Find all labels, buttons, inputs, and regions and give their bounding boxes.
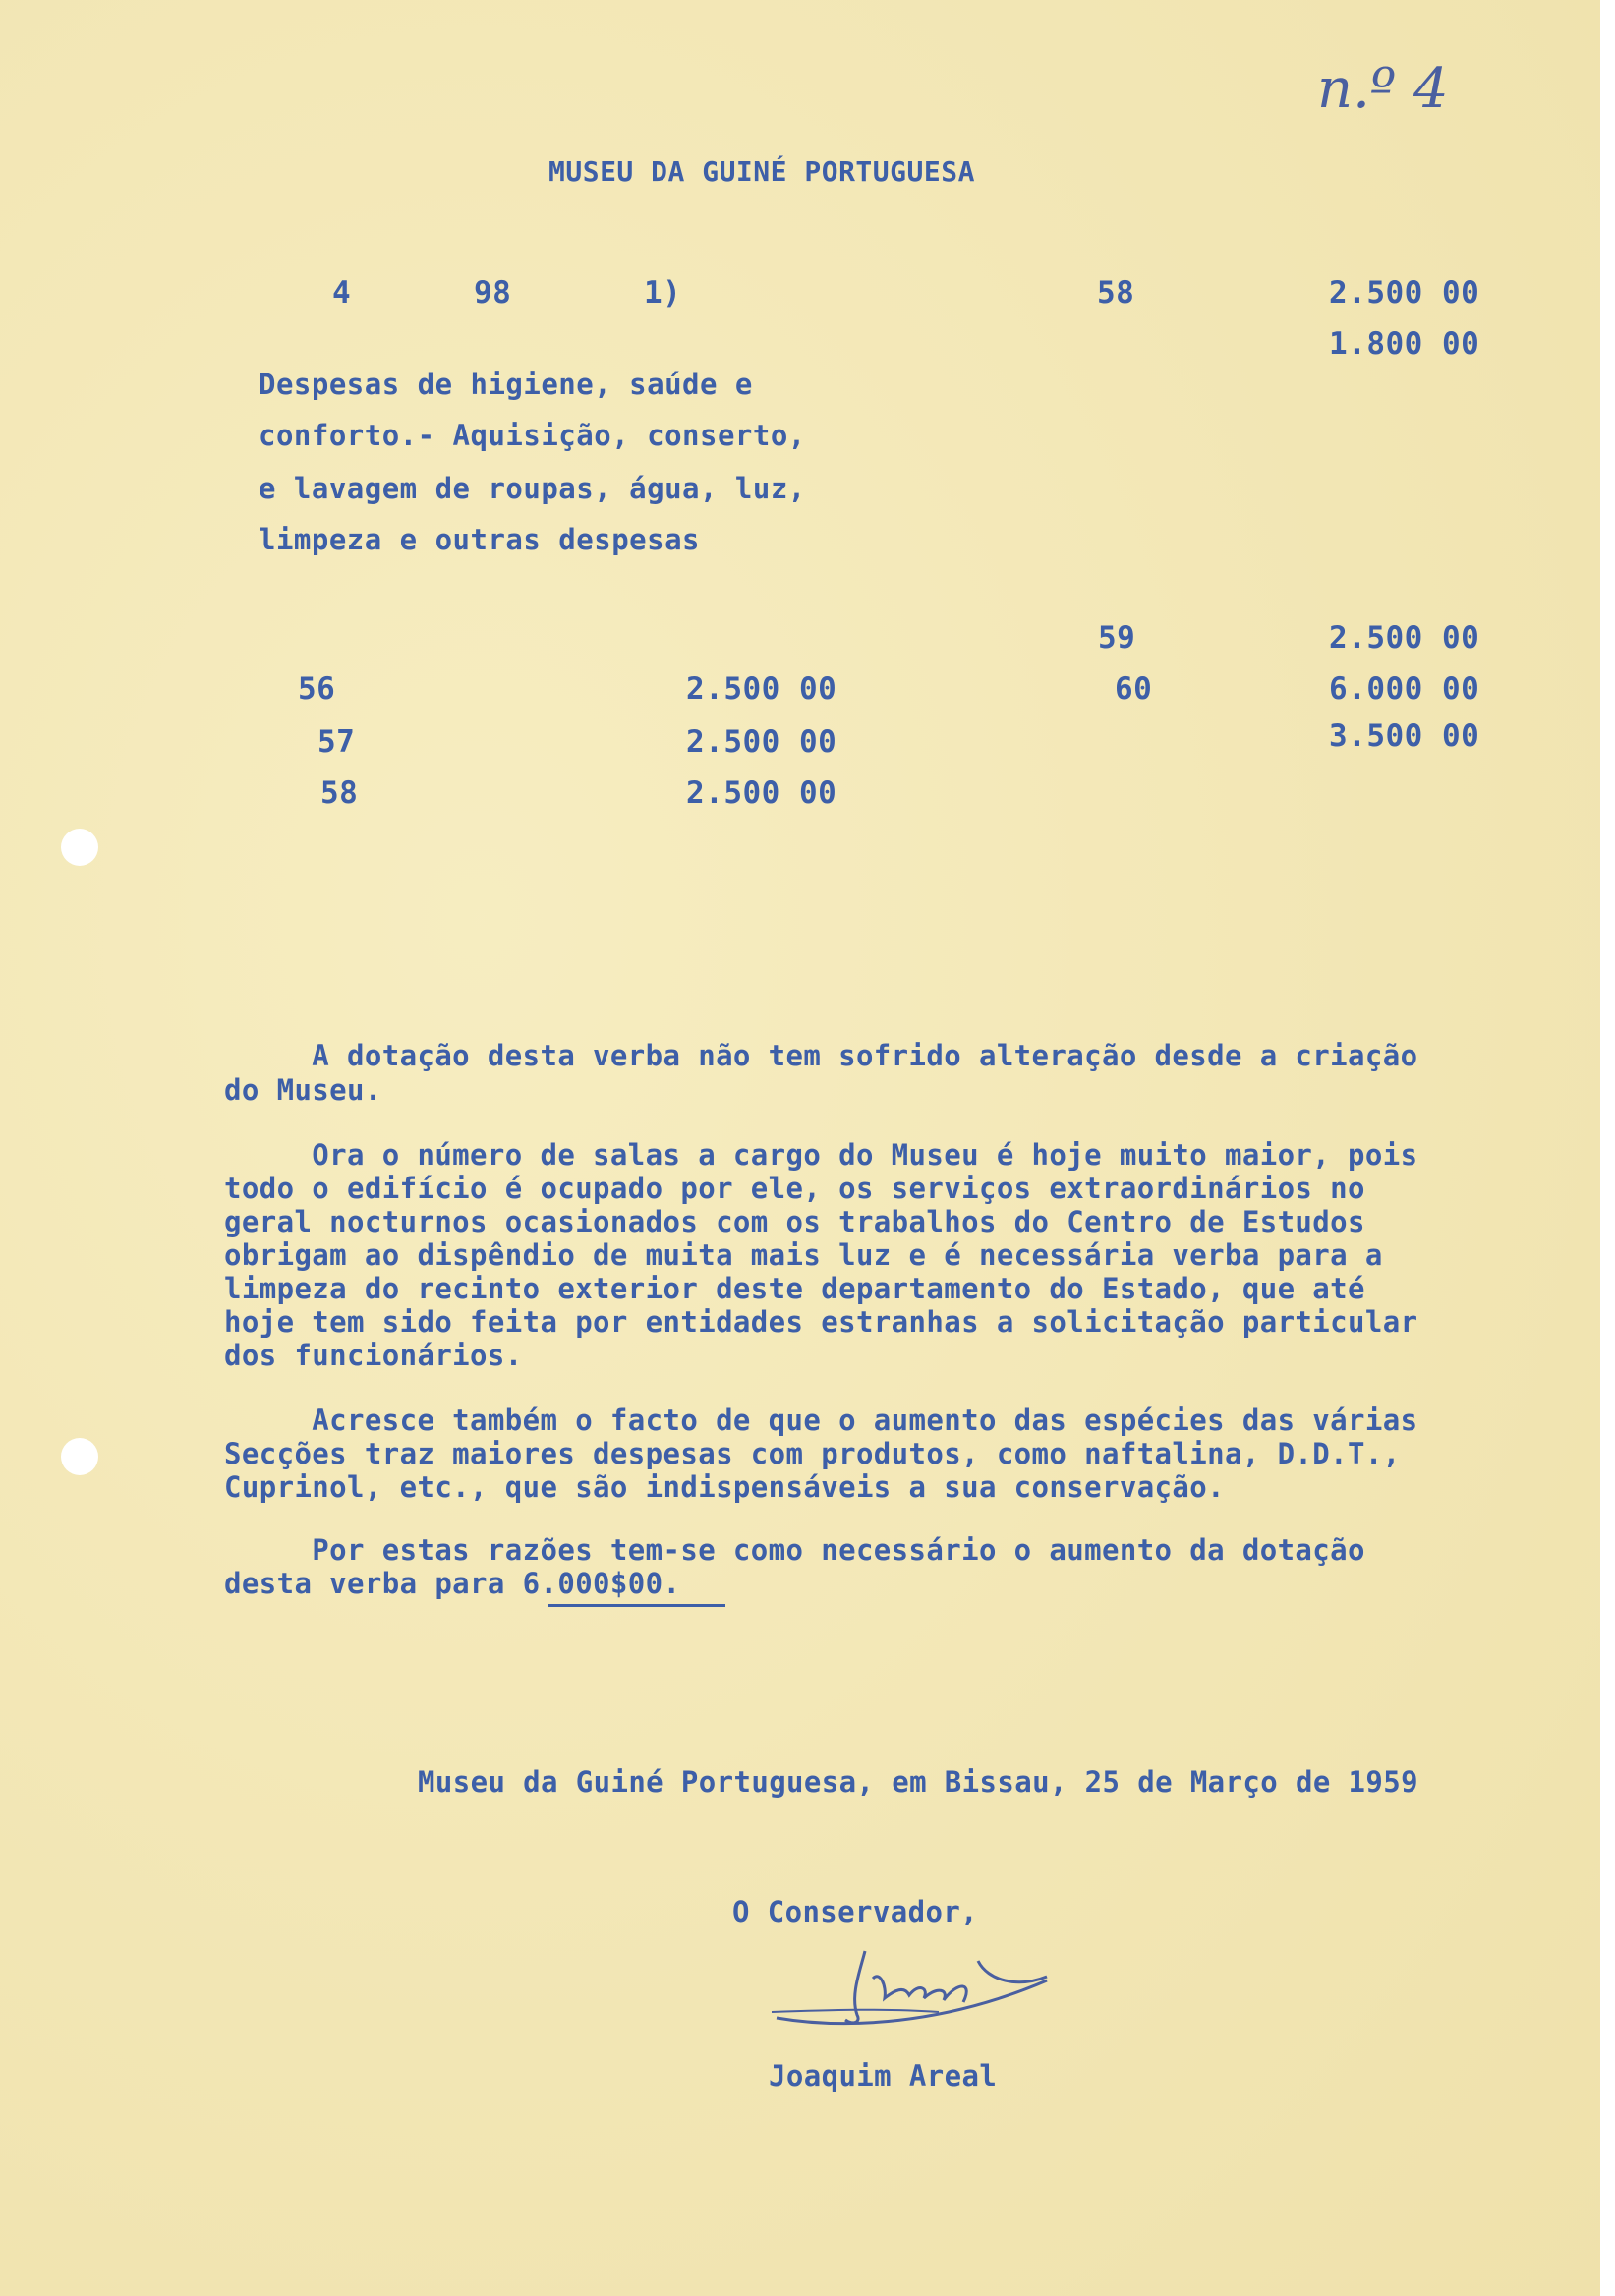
paragraph-line: limpeza do recinto exterior deste departamento do Estado, que até <box>224 1272 1365 1305</box>
history-year: 57 <box>317 724 356 760</box>
item-number: 1) <box>644 275 682 311</box>
second-amount: 1.800 00 <box>1329 326 1480 362</box>
closing: O Conservador, <box>732 1895 979 1928</box>
punch-hole-bottom <box>61 1438 98 1475</box>
paragraph-line: Ora o número de salas a cargo do Museu é hoje muito maior, pois <box>224 1138 1418 1172</box>
description-line: limpeza e outras despesas <box>259 523 700 556</box>
history-amount: 2.500 00 <box>686 724 837 760</box>
paragraph-line: Acresce também o facto de que o aumento das espécies das várias <box>224 1404 1418 1437</box>
paragraph-line: hoje tem sido feita por entidades estranhas a solicitação particular <box>224 1305 1418 1339</box>
history-year: 60 <box>1115 671 1153 707</box>
chapter-number: 4 <box>332 275 352 311</box>
paragraph-line: obrigam ao dispêndio de muita mais luz e é necessária verba para a <box>224 1238 1383 1272</box>
signatory-name: Joaquim Areal <box>769 2059 998 2093</box>
history-year: 59 <box>1098 620 1136 656</box>
description-line: Despesas de higiene, saúde e <box>259 368 753 401</box>
history-year: 56 <box>298 671 336 707</box>
paragraph-line: Secções traz maiores despesas com produtos, como naftalina, D.D.T., <box>224 1437 1401 1470</box>
signature <box>767 1941 1071 2049</box>
document-header: MUSEU DA GUINÉ PORTUGUESA <box>548 155 975 188</box>
article-number: 98 <box>474 275 512 311</box>
history-amount: 2.500 00 <box>686 671 837 707</box>
paragraph-line: A dotação desta verba não tem sofrido alteração desde a criação <box>224 1039 1418 1072</box>
paragraph-line: do Museu. <box>224 1073 382 1107</box>
description-line: e lavagem de roupas, água, luz, <box>259 472 806 505</box>
paragraph-line: geral nocturnos ocasionados com os trabalhos do Centro de Estudos <box>224 1205 1365 1238</box>
paragraph-line: dos funcionários. <box>224 1339 523 1372</box>
history-year: 58 <box>320 775 359 811</box>
punch-hole-top <box>61 829 98 866</box>
paragraph-line: todo o edifício é ocupado por ele, os serviços extraordinários no <box>224 1172 1365 1205</box>
description-line: conforto.- Aquisição, conserto, <box>259 419 806 452</box>
paragraph-line: Cuprinol, etc., que são indispensáveis a sua conservação. <box>224 1470 1225 1504</box>
history-amount: 2.500 00 <box>686 775 837 811</box>
paragraph-line: desta verba para 6.000$00. <box>224 1567 681 1600</box>
paragraph-line: Por estas razões tem-se como necessário o aumento da dotação <box>224 1533 1365 1567</box>
code-amount: 2.500 00 <box>1329 275 1480 311</box>
history-amount: 2.500 00 <box>1329 620 1480 656</box>
history-amount: 3.500 00 <box>1329 718 1480 754</box>
amount-underline <box>548 1604 725 1607</box>
place-date: Museu da Guiné Portuguesa, em Bissau, 25 de Março de 1959 <box>418 1765 1418 1799</box>
page-number: n.º 4 <box>1317 57 1449 121</box>
history-amount: 6.000 00 <box>1329 671 1480 707</box>
code-year: 58 <box>1097 275 1135 311</box>
